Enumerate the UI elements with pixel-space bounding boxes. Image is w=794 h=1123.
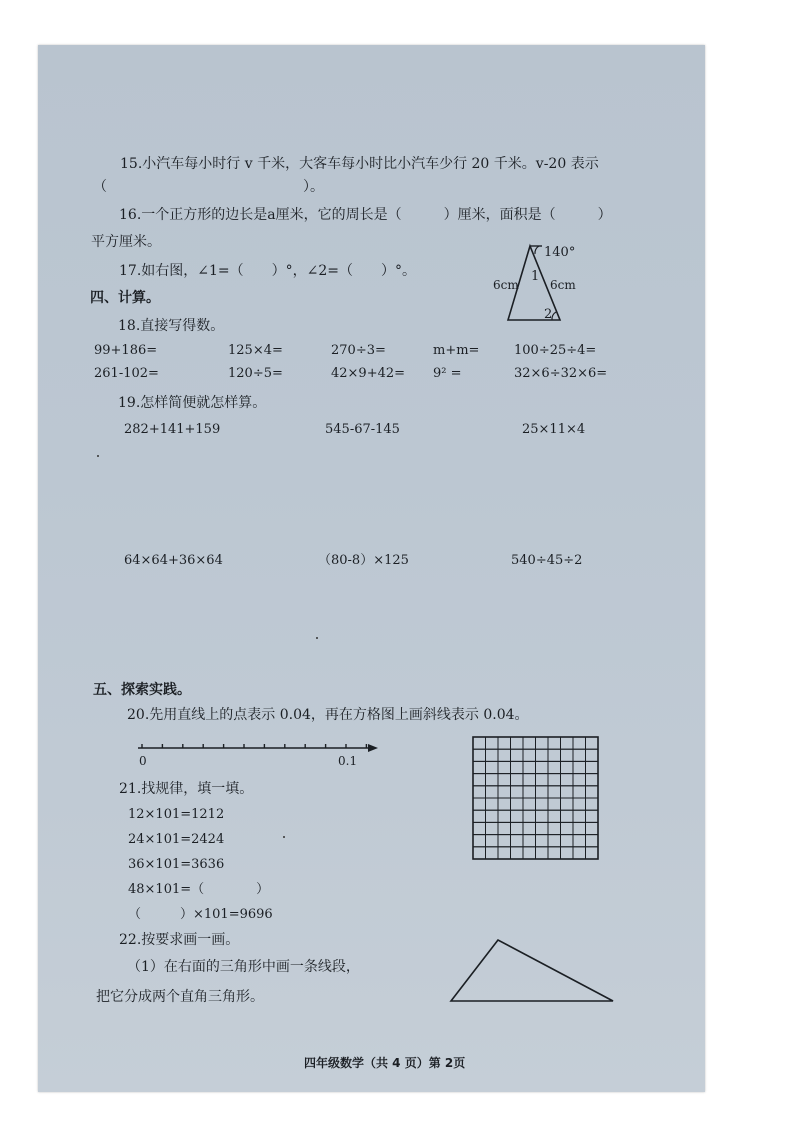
scan-speck <box>283 836 285 838</box>
angle-2-label: 2 <box>544 307 553 322</box>
grid-cell <box>498 737 511 749</box>
grid-cell <box>561 749 574 761</box>
exterior-angle-arc <box>535 246 539 254</box>
section4-title: 四、计算。 <box>90 290 160 306</box>
grid-cell <box>586 737 599 749</box>
grid-cell <box>586 798 599 810</box>
q22-triangle <box>446 936 618 1006</box>
scan-speck <box>316 637 318 639</box>
grid-cell <box>523 749 536 761</box>
page-footer: 四年级数学（共 4 页）第 2页 <box>304 1056 466 1070</box>
grid-cell <box>498 749 511 761</box>
grid-cell <box>573 737 586 749</box>
grid-cell <box>536 835 549 847</box>
grid-cell <box>561 810 574 822</box>
number-line-end-label: 0.1 <box>338 754 358 768</box>
q20-hundred-grid <box>472 736 600 861</box>
grid-cell <box>511 798 524 810</box>
grid-cell <box>536 761 549 773</box>
grid-cell <box>561 774 574 786</box>
grid-cell <box>573 761 586 773</box>
q19-r2-c2: （80-8）×125 <box>318 553 409 568</box>
grid-cell <box>498 847 511 859</box>
grid-cell <box>561 786 574 798</box>
q18-r2-c1: 261-102= <box>94 366 159 381</box>
q16-line1: 16.一个正方形的边长是a厘米，它的周长是（ ）厘米，面积是（ ） <box>119 207 612 223</box>
scan-speck <box>97 455 99 457</box>
q17-text: 17.如右图，∠1=（ ）°，∠2=（ ）°。 <box>119 263 417 279</box>
grid-cell <box>473 798 486 810</box>
q19-r1-c2: 545-67-145 <box>325 422 400 437</box>
grid-cell <box>486 774 499 786</box>
grid-cell <box>511 761 524 773</box>
grid-cell <box>586 847 599 859</box>
grid-cell <box>498 761 511 773</box>
grid-cell <box>586 761 599 773</box>
grid-cell <box>573 835 586 847</box>
grid-cell <box>511 749 524 761</box>
q18-title: 18.直接写得数。 <box>118 318 225 334</box>
obtuse-triangle-shape <box>451 940 613 1001</box>
grid-cell <box>511 810 524 822</box>
grid-cell <box>548 774 561 786</box>
q18-r1-c3: 270÷3= <box>331 343 386 358</box>
grid-cell <box>473 749 486 761</box>
grid-cell <box>573 786 586 798</box>
grid-cell <box>473 737 486 749</box>
grid-cell <box>473 774 486 786</box>
grid-cell <box>486 786 499 798</box>
grid-cell <box>548 786 561 798</box>
grid-cell <box>473 810 486 822</box>
left-side-label: 6cm <box>493 278 519 292</box>
grid-cell <box>548 798 561 810</box>
grid-cell <box>561 835 574 847</box>
q19-r1-c3: 25×11×4 <box>522 422 586 437</box>
grid-cell <box>511 786 524 798</box>
grid-cell <box>486 749 499 761</box>
grid-cell <box>536 749 549 761</box>
grid-cell <box>586 810 599 822</box>
right-side-label: 6cm <box>550 278 576 292</box>
base-angle-arc <box>552 312 556 320</box>
q21-title: 21.找规律，填一填。 <box>119 781 254 797</box>
grid-cell <box>573 810 586 822</box>
grid-cell <box>498 810 511 822</box>
grid-cell <box>523 835 536 847</box>
grid-cell <box>536 786 549 798</box>
grid-cell <box>536 822 549 834</box>
grid-cell <box>511 835 524 847</box>
grid-cell <box>498 774 511 786</box>
grid-cell <box>473 786 486 798</box>
grid-cell <box>536 847 549 859</box>
q18-r2-c3: 42×9+42= <box>331 366 406 381</box>
grid-cell <box>548 737 561 749</box>
q15-line1: 15.小汽车每小时行 v 千米，大客车每小时比小汽车少行 20 千米。v-20 表示 <box>120 156 599 172</box>
q20-number-line <box>132 734 386 768</box>
grid-cell <box>498 835 511 847</box>
q15-line2: （ ）。 <box>93 179 324 195</box>
grid-cell <box>548 810 561 822</box>
grid-cell <box>523 822 536 834</box>
grid-cell <box>573 847 586 859</box>
q21-line-4: 48×101=（ ） <box>128 882 270 897</box>
grid-cell <box>523 786 536 798</box>
grid-cell <box>486 810 499 822</box>
q18-r2-c5: 32×6÷32×6= <box>514 366 608 381</box>
grid-cell <box>498 822 511 834</box>
q18-r1-c5: 100÷25÷4= <box>514 343 597 358</box>
grid-cell <box>486 737 499 749</box>
q20-text: 20.先用直线上的点表示 0.04，再在方格图上画斜线表示 0.04。 <box>127 707 529 723</box>
q18-r1-c1: 99+186= <box>94 343 158 358</box>
grid-cell <box>473 835 486 847</box>
grid-cell <box>536 810 549 822</box>
q22-title: 22.按要求画一画。 <box>119 932 240 948</box>
grid-cell <box>511 822 524 834</box>
number-line-start-label: 0 <box>139 754 147 768</box>
grid-cell <box>498 786 511 798</box>
grid-cell <box>561 847 574 859</box>
grid-cell <box>586 822 599 834</box>
grid-cell <box>523 798 536 810</box>
grid-cell <box>586 835 599 847</box>
grid-cell <box>573 749 586 761</box>
grid-cell <box>511 847 524 859</box>
grid-cell <box>486 798 499 810</box>
grid-cell <box>561 737 574 749</box>
q18-r1-c2: 125×4= <box>228 343 283 358</box>
grid-cell <box>486 847 499 859</box>
q16-line2: 平方厘米。 <box>91 234 161 250</box>
q21-line-3: 36×101=3636 <box>128 857 225 872</box>
grid-cell <box>561 798 574 810</box>
grid-cell <box>473 822 486 834</box>
grid-cell <box>548 847 561 859</box>
grid-cell <box>536 798 549 810</box>
grid-cell <box>523 761 536 773</box>
q18-r1-c4: m+m= <box>433 343 480 358</box>
grid-cell <box>573 798 586 810</box>
grid-cell <box>586 774 599 786</box>
q18-r2-c2: 120÷5= <box>228 366 283 381</box>
grid-cell <box>511 737 524 749</box>
grid-cell <box>523 810 536 822</box>
grid-cell <box>548 761 561 773</box>
grid-cell <box>523 737 536 749</box>
grid-cell <box>536 737 549 749</box>
grid-cell <box>561 761 574 773</box>
q21-line-1: 12×101=1212 <box>128 807 225 822</box>
grid-cell <box>586 786 599 798</box>
grid-cell <box>473 761 486 773</box>
q22-sub1-line2: 把它分成两个直角三角形。 <box>96 989 264 1005</box>
q21-line-5: （ ）×101=9696 <box>128 907 273 922</box>
q21-line-2: 24×101=2424 <box>128 832 225 847</box>
q19-r2-c1: 64×64+36×64 <box>124 553 223 568</box>
grid-cell <box>511 774 524 786</box>
q17-triangle-figure <box>488 236 588 326</box>
section5-title: 五、探索实践。 <box>93 682 191 698</box>
grid-cell <box>523 847 536 859</box>
grid-cell <box>573 774 586 786</box>
grid-cell <box>548 835 561 847</box>
grid-cell <box>523 774 536 786</box>
q18-r2-c4: 9² = <box>433 366 462 381</box>
angle-1-label: 1 <box>531 269 540 284</box>
grid-cell <box>486 822 499 834</box>
grid-cell <box>573 822 586 834</box>
grid-cell <box>536 774 549 786</box>
grid-cell <box>486 835 499 847</box>
q19-r2-c3: 540÷45÷2 <box>511 553 583 568</box>
grid-cell <box>486 761 499 773</box>
grid-cell <box>498 798 511 810</box>
angle-140-label: 140° <box>544 245 576 260</box>
grid-cell <box>586 749 599 761</box>
grid-cell <box>548 822 561 834</box>
number-line-arrow <box>368 744 378 752</box>
q19-r1-c1: 282+141+159 <box>124 422 221 437</box>
grid-cell <box>473 847 486 859</box>
grid-cell <box>548 749 561 761</box>
q19-title: 19.怎样简便就怎样算。 <box>118 395 267 411</box>
q22-sub1-line1: （1）在右面的三角形中画一条线段， <box>127 959 360 975</box>
grid-cell <box>561 822 574 834</box>
